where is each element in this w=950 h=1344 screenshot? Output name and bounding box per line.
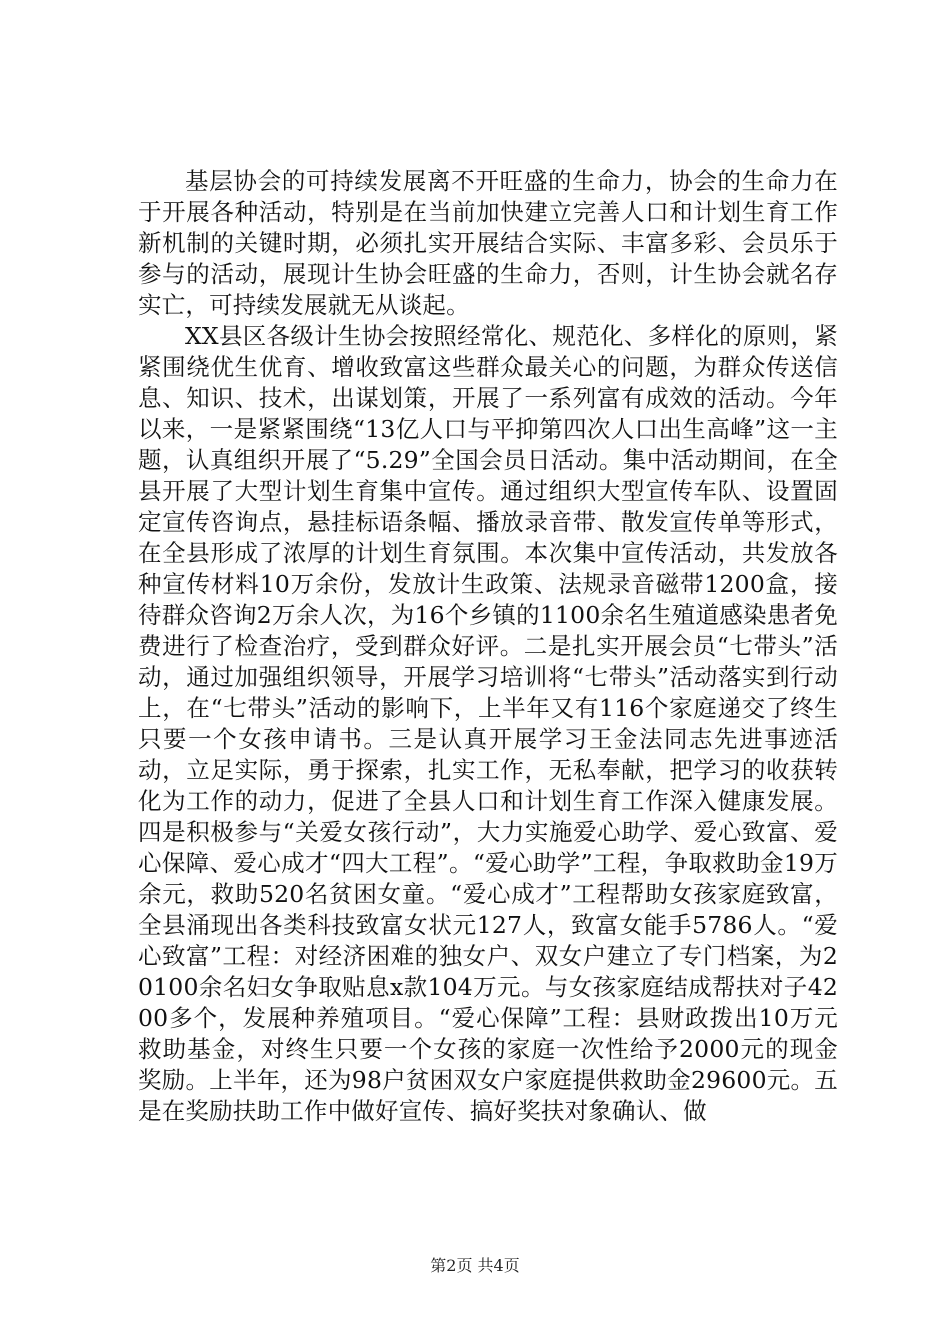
document-body <box>138 166 838 1127</box>
page-number: 第2页 共4页 <box>430 1256 520 1275</box>
paragraph-2: XX县区各级计生协会按照经常化、规范化、多样化的原则，紧紧围绕优生优育、增收致富这些群众最关心的问题，为群众传送信息、知识、技术，出谋划策，开展了一系列富有成效的活动。今年以来，一是紧紧围绕“13亿人口与平抑第四次人口出生高峰”这一主题，认真组织开展了“5.29”全国会员日活动。集中活动期间，在全县开展了大型计划生育集中宣传。通过组织大型宣传车队、设置固定宣传咨询点，悬挂标语条幅、播放录音带、散发宣传单等形式，在全县形成了浓厚的计划生育氛围。本次集中宣传活动，共发放各种宣传材料10万余份，发放计生政策、法规录音磁带1200盒，接待群众咨询2万余人次，为16个乡镇的1100余名生殖道感染患者免费进行了检查治疗，受到群众好评。二是扎实开展会员“七带头”活动，通过加强组织领导，开展学习培训将“七带头”活动落实到行动上，在“七带头”活动的影响下，上半年又有116个家庭递交了终生只要一个女孩申请书。三是认真开展学习王金法同志先进事迹活动，立足实际，勇于探索，扎实工作，无私奉献，把学习的收获转化为工作的动力，促进了全县人口和计划生育工作深入健康发展。四是积极参与“关爱女孩行动”，大力实施爱心助学、爱心致富、爱心保障、爱心成才“四大工程”。“爱心助学”工程，争取救助金19万余元，救助520名贫困女童。“爱心成才”工程帮助女孩家庭致富，全县涌现出各类科技致富女状元127人，致富女能手5786人。“爱心致富”工程：对经济困难的独女户、双女户建立了专门档案，为20100余名妇女争取贴息x款104万元。与女孩家庭结成帮扶对子4200多个，发展种养殖项目。“爱心保障”工程：县财政拨出10万元救助基金，对终生只要一个女孩的家庭一次性给予2000元的现金奖励。上半年，还为98户贫困双女户家庭提供救助金29600元。五是在奖励扶助工作中做好宣传、搞好奖扶对象确认、做 <box>138 322 838 1125</box>
page-footer <box>0 1256 950 1276</box>
paragraph-1: 基层协会的可持续发展离不开旺盛的生命力，协会的生命力在于开展各种活动，特别是在当前加快建立完善人口和计划生育工作新机制的关键时期，必须扎实开展结合实际、丰富多彩、会员乐于参与的活动，展现计生协会旺盛的生命力，否则，计生协会就名存实亡，可持续发展就无从谈起。 <box>138 167 838 319</box>
